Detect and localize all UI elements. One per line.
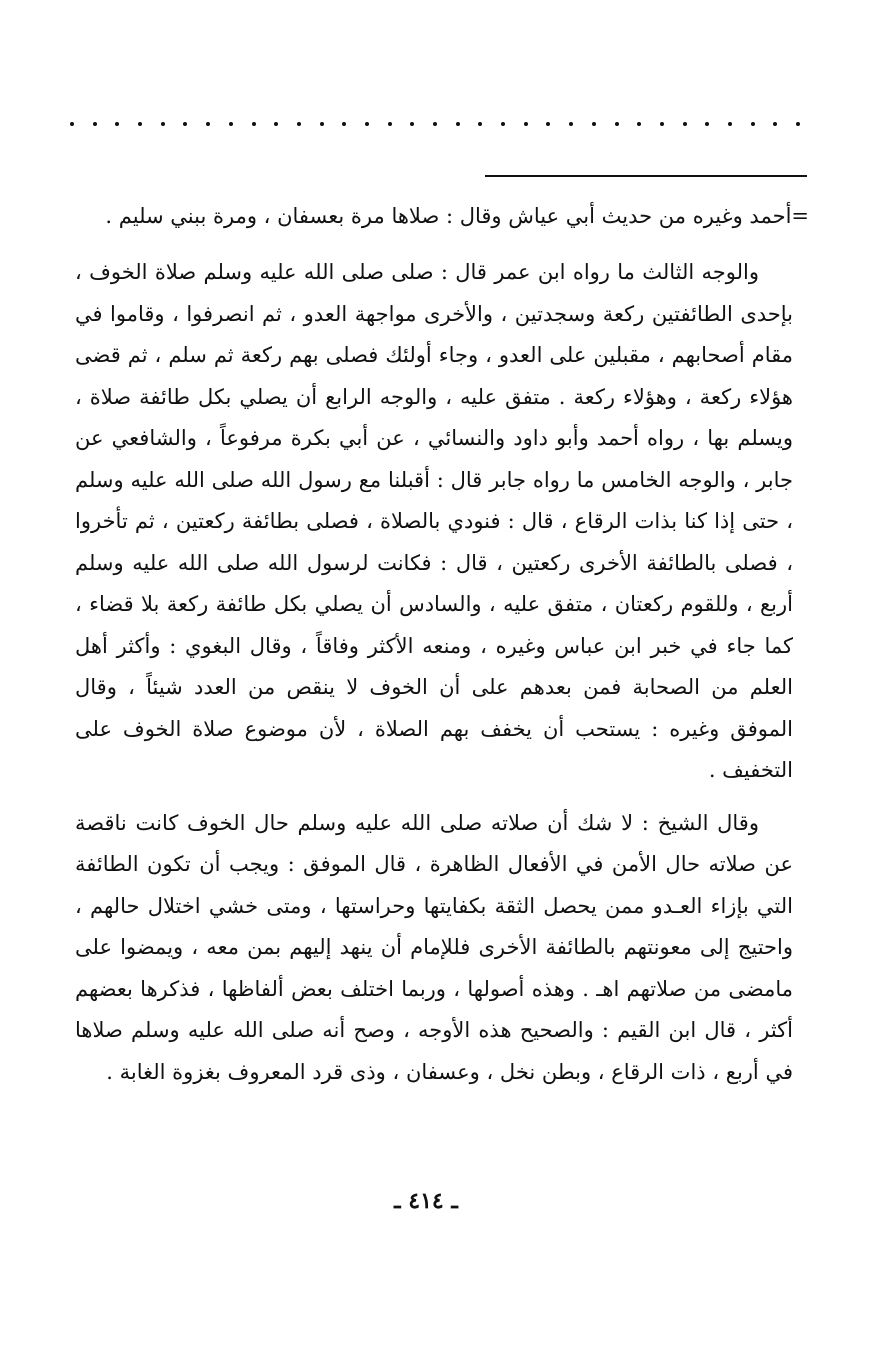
dot <box>478 122 482 126</box>
dot <box>388 122 392 126</box>
dot <box>115 122 119 126</box>
dot <box>320 122 324 126</box>
dot <box>229 122 233 126</box>
dot <box>297 122 301 126</box>
dot <box>592 122 596 126</box>
dot <box>433 122 437 126</box>
footnote-continuation: =أحمد وغيره من حديث أبي عياش وقال : صلاها مرة بعسفان ، ومرة ببني سليم . <box>105 204 809 228</box>
dot <box>206 122 210 126</box>
dot <box>524 122 528 126</box>
dot <box>410 122 414 126</box>
paragraph-shaykh-commentary: وقال الشيخ : لا شك أن صلاته صلى الله عليه وسلم حال الخوف كانت ناقصة عن صلاته حال الأمن في الأفعال الظاهرة ، قال الموفق : ويجب أن تكون الطائفة التي بإزاء العـدو ممن يحصل الثقة بكفايتها وحراستها ، ومتى خشي اختلال حالهم ، واحتيج إلى معونتهم بالطائفة الأخرى فللإمام أن ينهد إليهم بمن معه ، ويمضوا على مامضى من صلاتهم اهـ . وهذه أصولها ، وربما اختلف بعض ألفاظها ، فذكرها بعضهم أكثر ، قال ابن القيم : والصحيح هذه الأوجه ، وصح أنه صلى الله عليه وسلم صلاها في أربع ، ذات الرقاع ، وبطن نخل ، وعسفان ، وذى قرد المعروف بغزوة الغابة . <box>75 810 793 1084</box>
dot <box>728 122 732 126</box>
dot <box>252 122 256 126</box>
dot <box>161 122 165 126</box>
dot <box>637 122 641 126</box>
dot <box>274 122 278 126</box>
dot <box>365 122 369 126</box>
ellipsis-separator <box>70 112 800 136</box>
main-text <box>75 252 793 1093</box>
page-number: ـ ٤١٤ ـ <box>394 1188 458 1214</box>
dot <box>615 122 619 126</box>
dot <box>70 122 74 126</box>
paragraph-fear-prayer-modes: والوجه الثالث ما رواه ابن عمر قال : صلى صلى الله عليه وسلم صلاة الخوف ، بإحدى الطائفتين ركعة وسجدتين ، والأخرى مواجهة العدو ، ثم انصرفوا ، وقاموا في مقام أصحابهم ، مقبلين على العدو ، وجاء أولئك فصلى بهم ركعة ثم سلم ، ثم قضى هؤلاء ركعة ، وهؤلاء ركعة . متفق عليه ، والوجه الرابع أن يصلي بكل طائفة صلاة ، ويسلم بها ، رواه أحمد وأبو داود والنسائي ، عن أبي بكرة مرفوعاً ، والشافعي عن جابر ، والوجه الخامس ما رواه جابر قال : أقبلنا مع رسول الله صلى الله عليه وسلم ، حتى إذا كنا بذات الرقاع ، قال : فنودي بالصلاة ، فصلى بطائفة ركعتين ، ثم تأخروا ، فصلى بالطائفة الأخرى ركعتين ، قال : فكانت لرسول الله صلى الله عليه وسلم أربع ، وللقوم ركعتان ، متفق عليه ، والسادس أن يصلي بكل طائفة ركعة بلا قضاء ، كما جاء في خبر ابن عباس وغيره ، ومنعه الأكثر وفاقاً ، وقال البغوي : وأكثر أهل العلم من الصحابة فمن بعدهم على أن الخوف لا ينقص من العدد شيئاً ، وقال الموفق وغيره : يستحب أن يخفف بهم الصلاة ، لأن موضوع صلاة الخوف على التخفيف . <box>75 260 793 782</box>
footnote-divider <box>485 175 807 177</box>
dot <box>93 122 97 126</box>
dot <box>660 122 664 126</box>
dot <box>683 122 687 126</box>
dot <box>501 122 505 126</box>
dot <box>569 122 573 126</box>
dot <box>705 122 709 126</box>
dot <box>773 122 777 126</box>
dot <box>342 122 346 126</box>
dot <box>183 122 187 126</box>
dot <box>546 122 550 126</box>
dot <box>138 122 142 126</box>
dot <box>751 122 755 126</box>
dot <box>796 122 800 126</box>
dot <box>456 122 460 126</box>
